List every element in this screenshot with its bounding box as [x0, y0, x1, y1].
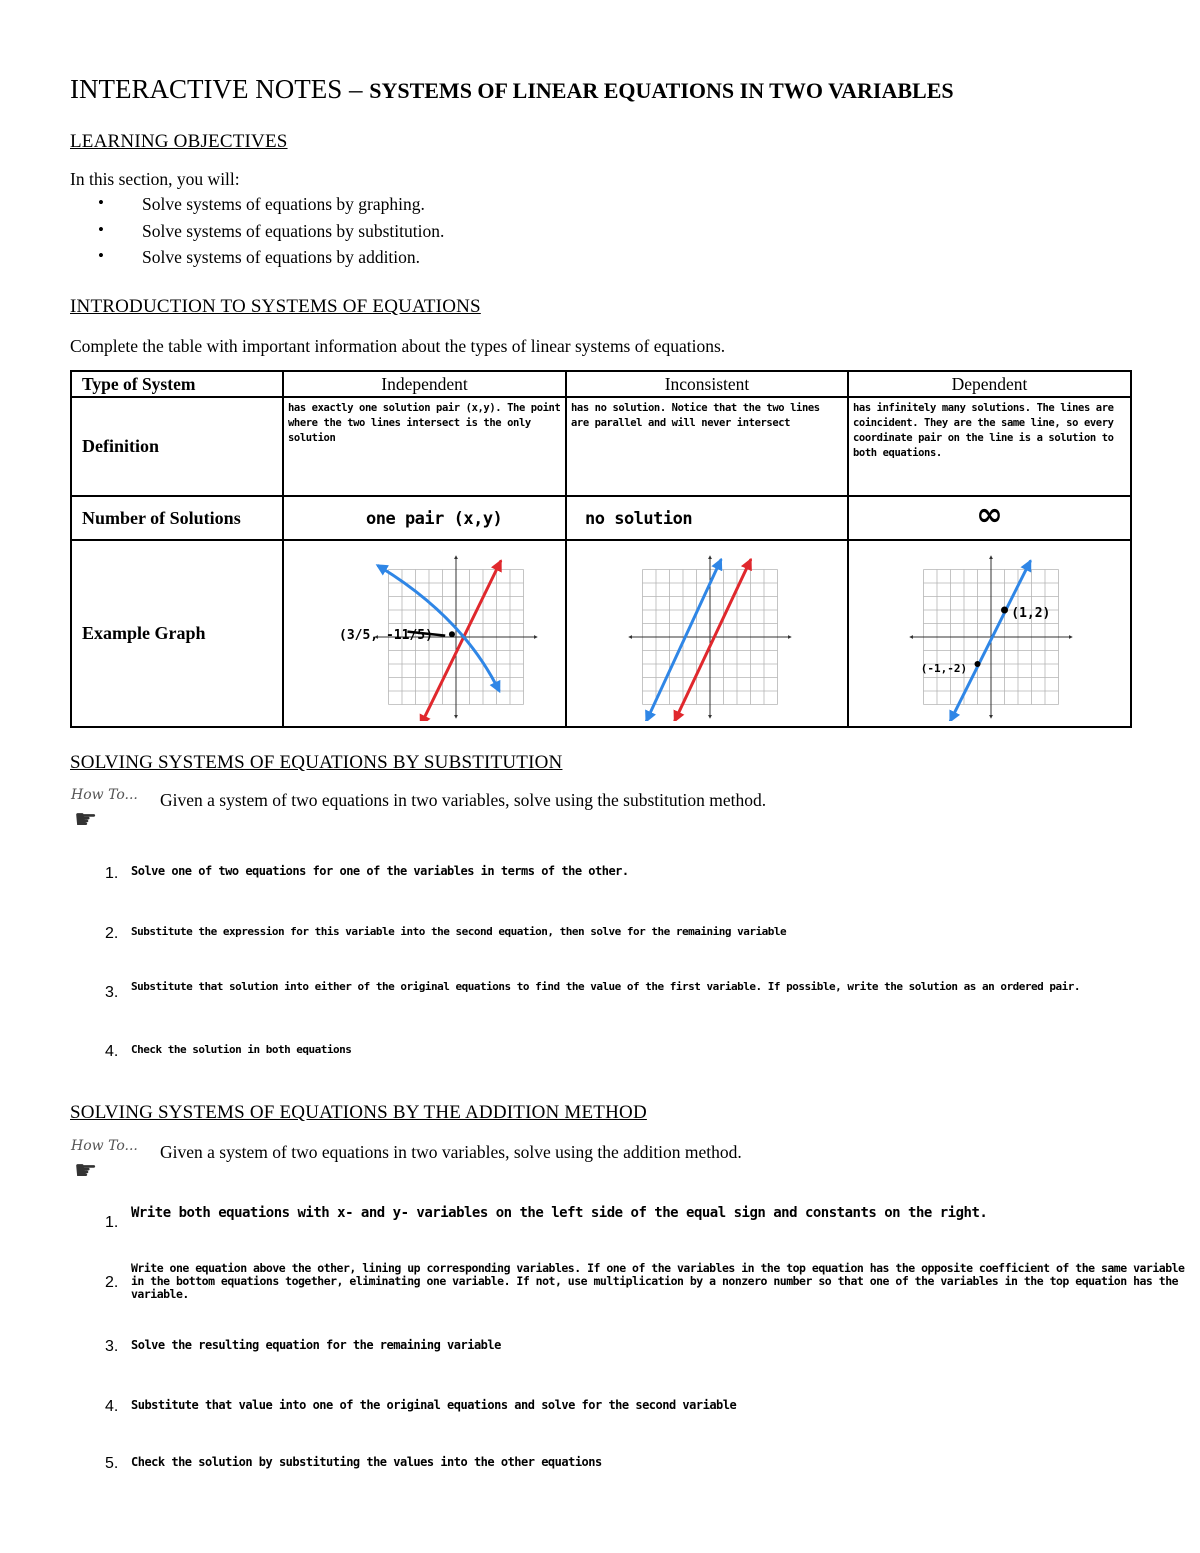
systems-table: [70, 370, 1132, 728]
objective-item: • Solve systems of equations by addition.: [98, 247, 444, 274]
addition-howto-text: Given a system of two equations in two variables, solve using the addition method.: [160, 1142, 742, 1162]
graph-cell-inconsistent: [566, 540, 848, 727]
howto-badge: [70, 1138, 150, 1188]
definition-inconsistent: has no solution. Notice that the two lines are parallel and will never intersect: [571, 402, 820, 429]
point-label: (1,2): [1011, 605, 1051, 621]
solutions-inconsistent: no solution: [585, 509, 693, 529]
solutions-independent: one pair (x,y): [366, 509, 503, 529]
definition-independent: has exactly one solution pair (x,y). The point where the two lines intersect is the only solution: [288, 402, 561, 444]
table-row-definition: [71, 397, 1131, 496]
worksheet-page: INTERACTIVE NOTES – SYSTEMS OF LINEAR EQUATIONS IN TWO VARIABLES LEARNING OBJECTIVES In this section, you will: • Solve systems of equations by graphing. • Solve systems of equations by substitution. • Solve systems of equations by addition. INTRODUCTION TO SYSTEMS OF EQUATIONS Complete the table with important information about the types of linear systems of equations. Type of System Independent Inconsistent Dependent Definition has exactly one solution pair (x,y). The point where the two lines intersect is the only solution has no solution. Notice that the two lines are parallel and will never intersect has infinitely many solutions. The lines are coincident. They are the same line, so every coordinate pair on the line is a solution to both equations. Number of Solutions one pair (x,y) no solution ∞ Example Graph (3/5, -11/5) (1,2) (-1,-2) SOLVING SYSTEMS OF EQUATIONS BY SUBSTITUTION How To... ☛ Given a system of two equations in two variables, solve using the substitution method. 1. Solve one of two equations for one of the variables in terms of the other. 2. Substitute the expression for this variable into the second equation, then solve for the remaining variable 3. Substitute that solution into either of the original equations to find the value of the first variable. If possible, write the solution as an ordered pair. 4. Check the solution in both equations SOLVING SYSTEMS OF EQUATIONS BY THE ADDITION METHOD How To... ☛ Given a system of two equations in two variables, solve using the addition method. 1. Write both equations with x- and y- variables on the left side of the equal sign and constants on the right. 2. Write one equation above the other, lining up corresponding variables. If one of the variables in the top equation has the opposite coefficient of the same variable in the bottom equations together, eliminating one variable. If not, use multiplication by a nonzero number so that one of the variables in the top equation has the variable. 3. Solve the resulting equation for the remaining variable 4. Substitute that value into one of the original equations and solve for the second variable 5. Check the solution by substituting the values into the other equations: [0, 0, 1200, 1553]
header-inconsistent: Inconsistent: [566, 371, 848, 397]
point-label: (-1,-2): [920, 662, 968, 676]
point-label: (3/5, -11/5): [339, 628, 433, 643]
graph-cell-independent: [283, 540, 566, 727]
independent-graph: [284, 541, 565, 721]
point-marker: [975, 661, 981, 667]
dependent-graph: [849, 541, 1130, 721]
howto-badge: [70, 787, 150, 837]
howto-label: How To...: [71, 1138, 138, 1154]
table-row-example-graph: [71, 540, 1131, 727]
header-dependent: Dependent: [848, 371, 1131, 397]
intersection-point: [449, 631, 455, 637]
title-dash: –: [342, 74, 370, 104]
objectives-intro: In this section, you will:: [70, 169, 240, 189]
inconsistent-graph: [567, 541, 847, 721]
point-marker: [1001, 607, 1008, 614]
intro-instruction: Complete the table with important information about the types of linear systems of equations.: [70, 336, 726, 356]
pointing-hand-icon: ☛: [74, 805, 98, 835]
table-row-number-of-solutions: [71, 496, 1131, 540]
title-main: INTERACTIVE NOTES: [70, 74, 343, 104]
header-type-of-system: Type of System: [71, 371, 283, 397]
intro-heading: INTRODUCTION TO SYSTEMS OF EQUATIONS: [70, 296, 481, 317]
substitution-howto-text: Given a system of two equations in two variables, solve using the substitution method.: [160, 790, 767, 810]
table-header-row: [71, 371, 1131, 397]
red-line: [675, 560, 751, 721]
substitution-heading: SOLVING SYSTEMS OF EQUATIONS BY SUBSTITUTION: [70, 752, 563, 773]
solutions-dependent: ∞: [976, 495, 1003, 533]
definition-dependent: has infinitely many solutions. The lines are coincident. They are the same line, so every coordinate pair on the line is a solution to both equations.: [853, 402, 1114, 459]
header-independent: Independent: [283, 371, 566, 397]
objectives-list: [98, 194, 444, 274]
row-label-example-graph: Example Graph: [71, 540, 283, 727]
objective-item: • Solve systems of equations by graphing.: [98, 194, 444, 221]
pointing-hand-icon: ☛: [74, 1156, 98, 1186]
howto-label: How To...: [71, 787, 138, 803]
addition-heading: SOLVING SYSTEMS OF EQUATIONS BY THE ADDITION METHOD: [70, 1102, 647, 1123]
title-subtitle: SYSTEMS OF LINEAR EQUATIONS IN TWO VARIABLES: [369, 78, 954, 103]
row-label-definition: Definition: [71, 397, 283, 496]
page-title: [70, 74, 954, 105]
objective-item: • Solve systems of equations by substitution.: [98, 221, 444, 248]
objectives-heading: LEARNING OBJECTIVES: [70, 131, 288, 152]
graph-cell-dependent: [848, 540, 1131, 727]
row-label-number-of-solutions: Number of Solutions: [71, 496, 283, 540]
